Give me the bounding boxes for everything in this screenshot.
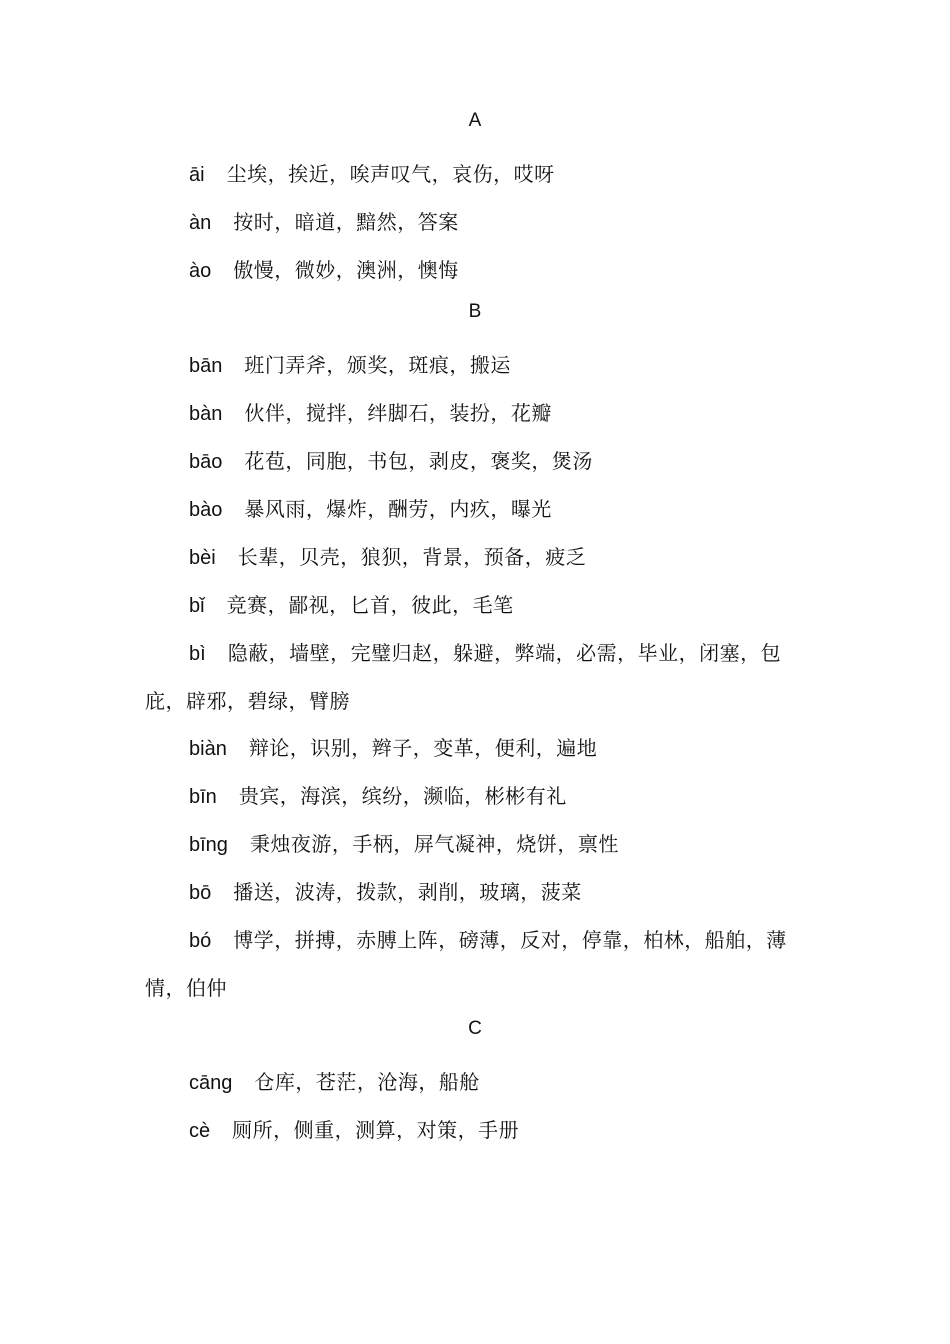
pinyin-label: ào [189, 260, 212, 282]
vocab-entry [145, 1059, 805, 1107]
word-list: 秉烛夜游，手柄，屏气凝神，烧饼，禀性 [249, 832, 619, 856]
vocab-entry [145, 342, 805, 390]
word-list: 博学，拼搏，赤膊上阵，磅薄，反对，停靠，柏林，船舶，薄情，伯仲 [145, 928, 787, 1000]
pinyin-label: bèi [189, 547, 216, 569]
section-heading: C [468, 1018, 482, 1039]
vocab-entry [145, 1107, 805, 1155]
word-list: 竞赛，鄙视，匕首，彼此，毛笔 [226, 593, 514, 617]
vocab-entry [145, 773, 805, 821]
pinyin-label: bì [189, 643, 206, 665]
vocabulary-list [145, 104, 805, 1155]
word-list: 傲慢，微妙，澳洲，懊悔 [233, 258, 459, 282]
pinyin-label: bō [189, 882, 212, 904]
vocab-entry [145, 486, 805, 534]
word-list: 贵宾，海滨，缤纷，濒临，彬彬有礼 [238, 784, 567, 808]
vocab-entry [145, 821, 805, 869]
pinyin-label: cè [189, 1120, 211, 1142]
pinyin-label: àn [189, 212, 212, 234]
vocab-entry [145, 582, 805, 630]
vocab-entry [145, 630, 805, 725]
word-list: 隐蔽，墙壁，完璧归赵，躲避，弊端，必需，毕业，闭塞，包庇，辟邪，碧绿，臂膀 [145, 641, 782, 713]
word-list: 花苞，同胞，书包，剥皮，褒奖，煲汤 [244, 449, 593, 473]
vocab-entry [145, 725, 805, 773]
vocab-entry [145, 247, 805, 295]
vocab-entry [145, 151, 805, 199]
section-heading: B [468, 301, 482, 322]
pinyin-label: bào [189, 499, 223, 521]
pinyin-label: bó [189, 930, 212, 952]
vocab-entry [145, 199, 805, 247]
vocab-entry [145, 438, 805, 486]
pinyin-label: bǐ [189, 595, 205, 617]
pinyin-label: bāo [189, 451, 223, 473]
vocab-entry [145, 869, 805, 917]
word-list: 按时，暗道，黯然，答案 [233, 210, 459, 234]
pinyin-label: cāng [189, 1072, 233, 1094]
vocab-entry [145, 534, 805, 582]
word-list: 播送，波涛，拨款，剥削，玻璃，菠菜 [233, 880, 582, 904]
pinyin-label: āi [189, 164, 205, 186]
word-list: 长辈，贝壳，狼狈，背景，预备，疲乏 [237, 545, 587, 569]
pinyin-label: bàn [189, 403, 223, 425]
word-list: 班门弄斧，颁奖，斑痕，搬运 [244, 353, 511, 377]
word-list: 仓库，苍茫，沧海，船舱 [254, 1070, 480, 1094]
pinyin-label: bān [189, 355, 223, 377]
word-list: 暴风雨，爆炸，酬劳，内疚，曝光 [244, 497, 552, 521]
word-list: 厕所，侧重，测算，对策，手册 [232, 1118, 520, 1142]
vocab-entry [145, 917, 805, 1012]
word-list: 辩论，识别，辫子，变革，便利，遍地 [248, 736, 598, 760]
pinyin-label: biàn [189, 738, 227, 760]
vocab-entry [145, 390, 805, 438]
word-list: 尘埃，挨近，唉声叹气，哀伤，哎呀 [226, 162, 555, 186]
section-heading: A [468, 110, 482, 131]
pinyin-label: bīng [189, 834, 228, 856]
pinyin-label: bīn [189, 786, 217, 808]
word-list: 伙伴，搅拌，绊脚石，装扮，花瓣 [244, 401, 552, 425]
